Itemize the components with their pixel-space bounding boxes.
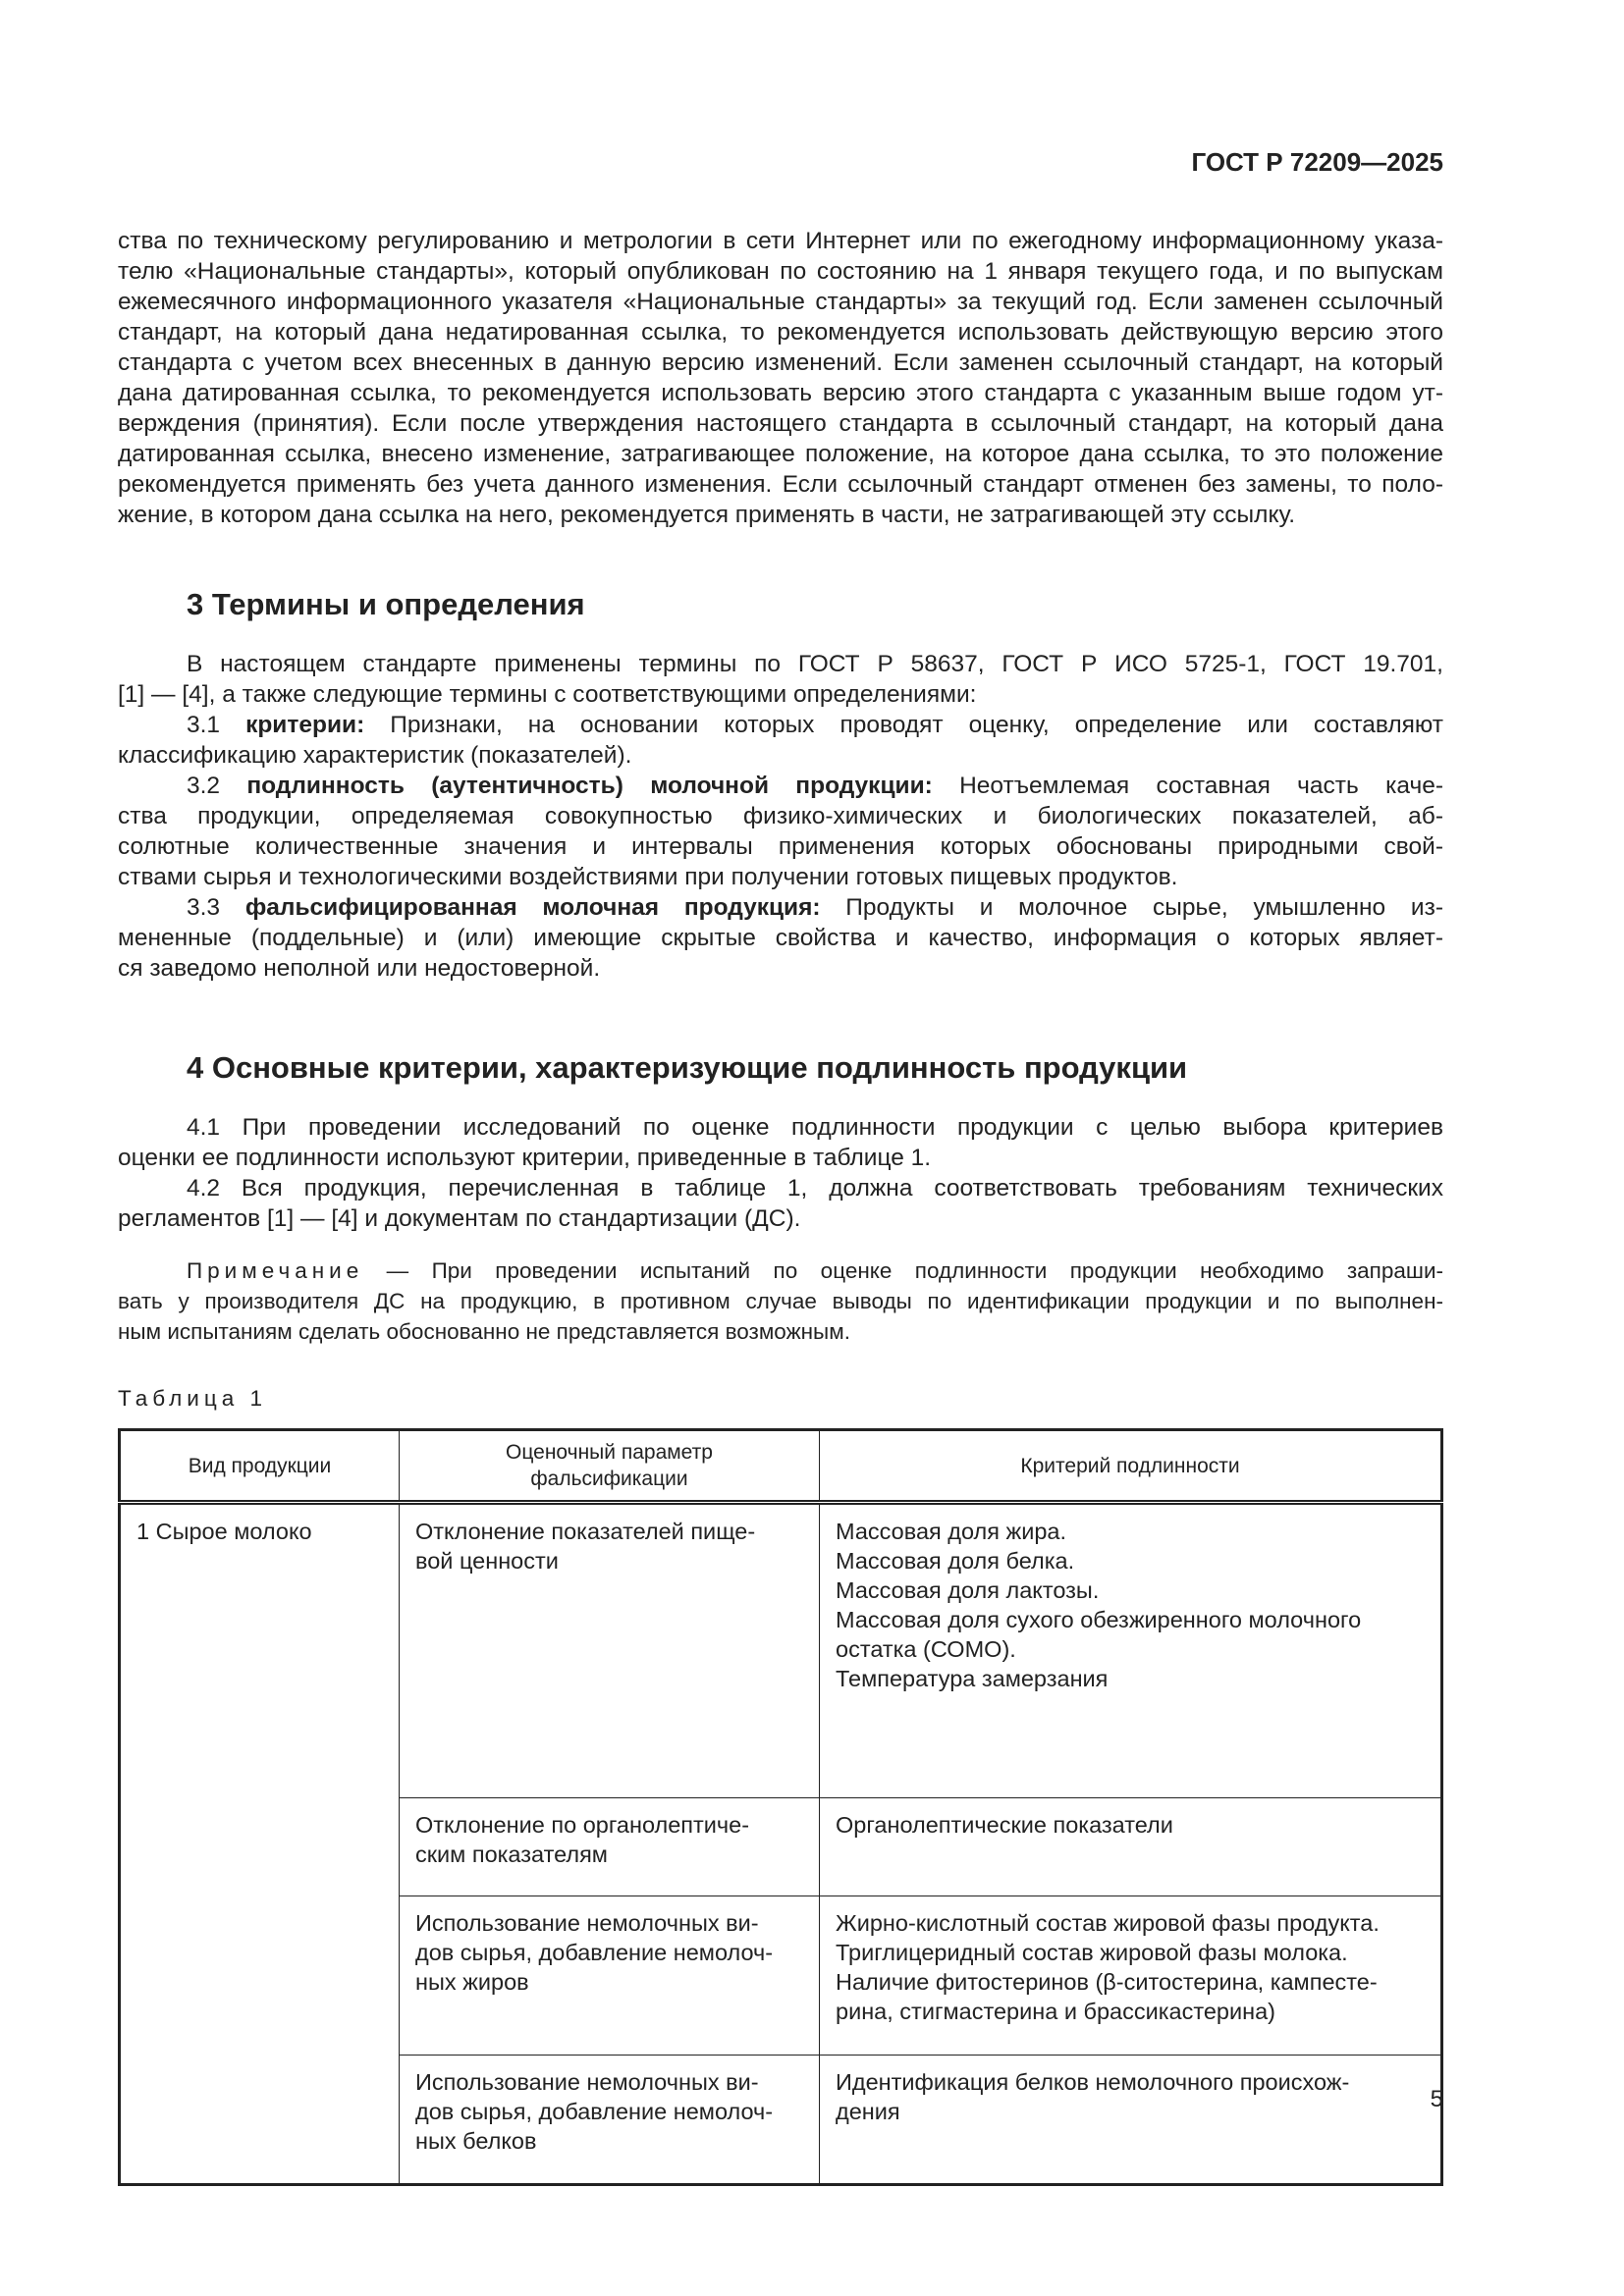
term-name: подлинность (аутентичность) молочной продукции: — [246, 773, 933, 799]
section-3-heading: 3 Термины и определения — [187, 587, 585, 621]
text-line: телю «Национальные стандарты», который опубликован по состоянию на 1 января текущего года, и по выпускам — [118, 258, 1443, 285]
param-line: ных белков — [415, 2128, 537, 2154]
term-definition-line: ствами сырья и технологическими воздействиями при получении готовых пищевых продуктов. — [118, 864, 1178, 890]
criteria-line: Массовая доля жира. — [836, 1519, 1067, 1544]
criteria-table — [118, 1428, 1443, 2186]
criteria-line: Идентификация белков немолочного происхож- — [836, 2069, 1350, 2095]
header-product: Вид продукции — [120, 1430, 400, 1503]
criteria-line: Массовая доля белка. — [836, 1548, 1075, 1574]
note-text: — При проведении испытаний по оценке подлинности продукции необходимо запраши- — [363, 1258, 1443, 1283]
term-definition-line: ства продукции, определяемая совокупностью физико-химических и биологических показателей, аб- — [118, 803, 1443, 829]
term-definition-line: ся заведомо неполной или недостоверной. — [118, 955, 601, 982]
term-definition-line: мененные (поддельные) и (или) имеющие скрытые свойства и качество, информация о которых являет- — [118, 925, 1443, 951]
term-name: критерии: — [245, 712, 365, 738]
param-line: вой ценности — [415, 1548, 559, 1574]
product-name: 1 Сырое молоко — [136, 1519, 312, 1544]
cell-param — [400, 1896, 820, 2056]
header-param: Оценочный параметр фальсификации — [400, 1430, 820, 1503]
param-line: ных жиров — [415, 1969, 529, 1995]
criteria-line: Температура замерзания — [836, 1666, 1109, 1691]
term-t3-line — [118, 892, 1443, 923]
table-row — [120, 1503, 1442, 1798]
param-line: Использование немолочных ви- — [415, 2069, 759, 2095]
cell-criteria — [820, 2056, 1442, 2185]
term-definition: Продукты и молочное сырье, умышленно из- — [820, 894, 1443, 921]
text-line: стандарта с учетом всех внесенных в данную версию изменений. Если заменен ссылочный стандарт, на который — [118, 349, 1443, 376]
note-label: Примечание — [187, 1258, 364, 1283]
text-line: датированная ссылка, внесено изменение, затрагивающее положение, на которое дана ссылка, то это положение — [118, 441, 1443, 467]
text-line: стандарт, на который дана недатированная ссылка, то рекомендуется использовать действующую версию этого — [118, 319, 1443, 346]
note-first-line — [118, 1255, 1443, 1286]
term-definition-line: солютные количественные значения и интервалы применения которых обоснованы природными свой- — [118, 833, 1443, 860]
note-line: вать у производителя ДС на продукцию, в противном случае выводы по идентификации продукции и по выполнен- — [118, 1289, 1443, 1313]
text-line: [1] — [4], а также следующие термины с соответствующими определениями: — [118, 681, 977, 708]
section-4-heading: 4 Основные критерии, характеризующие подлинность продукции — [187, 1050, 1188, 1085]
header-criteria: Критерий подлинности — [820, 1430, 1442, 1503]
text-line: рекомендуется применять без учета данного изменения. Если ссылочный стандарт отменен без замены, то поло- — [118, 471, 1443, 498]
text-line: оценки ее подлинности используют критерии, приведенные в таблице 1. — [118, 1145, 932, 1171]
text-line: В настоящем стандарте применены термины по ГОСТ Р 58637, ГОСТ Р ИСО 5725-1, ГОСТ 19.701, — [187, 651, 1443, 677]
term-definition-line: классификацию характеристик (показателей). — [118, 742, 632, 769]
param-line: Отклонение показателей пище- — [415, 1519, 756, 1544]
criteria-line: рина, стигмастерина и брассикастерина) — [836, 1999, 1275, 2024]
table-caption: Таблица 1 — [118, 1386, 267, 1411]
term-definition: Неотъемлемая составная часть каче- — [932, 773, 1443, 799]
term-name: фальсифицированная молочная продукция: — [244, 894, 821, 921]
note-paragraph — [118, 1255, 1443, 1347]
text-line: ства по техническому регулированию и метрологии в сети Интернет или по ежегодному информационному указа- — [118, 228, 1443, 254]
term-t1-line — [118, 710, 1443, 740]
cell-param — [400, 2056, 820, 2185]
criteria-line: Жирно-кислотный состав жировой фазы продукта. — [836, 1910, 1380, 1936]
text-line: верждения (принятия). Если после утверждения настоящего стандарта в ссылочный стандарт, на который дана — [118, 410, 1443, 437]
term-definition: Признаки, на основании которых проводят оценку, определение или составляют — [364, 712, 1443, 738]
param-line: Использование немолочных ви- — [415, 1910, 759, 1936]
cell-param — [400, 1503, 820, 1798]
section-4-body — [118, 1112, 1443, 1234]
text-line: жение, в котором дана ссылка на него, рекомендуется применять в части, не затрагивающей эту ссылку. — [118, 502, 1296, 528]
criteria-line: Органолептические показатели — [836, 1812, 1173, 1838]
page-number: 5 — [1430, 2086, 1443, 2112]
term-number: 3.2 — [187, 773, 247, 799]
param-line: дов сырья, добавление немолоч- — [415, 2099, 774, 2124]
term-number: 3.3 — [187, 894, 245, 921]
criteria-line: остатка (СОМО). — [836, 1636, 1016, 1662]
cell-criteria — [820, 1798, 1442, 1896]
cell-criteria — [820, 1896, 1442, 2056]
text-line: регламентов [1] — [4] и документам по стандартизации (ДС). — [118, 1205, 801, 1232]
param-line: ским показателям — [415, 1842, 608, 1867]
document-header: ГОСТ Р 72209—2025 — [1191, 147, 1443, 177]
text-line: 4.1 При проведении исследований по оценке подлинности продукции с целью выбора критериев — [187, 1114, 1443, 1141]
table-header-row — [120, 1430, 1442, 1503]
term-t2-line — [118, 771, 1443, 801]
param-line: Отклонение по органолептиче- — [415, 1812, 750, 1838]
intro-paragraph — [118, 226, 1443, 530]
text-line: ежемесячного информационного указателя «Национальные стандарты» за текущий год. Если заменен ссылочный — [118, 289, 1443, 315]
text-line: 4.2 Вся продукция, перечисленная в таблице 1, должна соответствовать требованиям технических — [187, 1175, 1443, 1201]
text-line: дана датированная ссылка, то рекомендуется использовать версию этого стандарта с указанным выше годом ут- — [118, 380, 1443, 406]
criteria-line: Массовая доля лактозы. — [836, 1577, 1100, 1603]
section-3-body — [118, 649, 1443, 984]
cell-criteria — [820, 1503, 1442, 1798]
cell-product — [120, 1503, 400, 2185]
cell-param — [400, 1798, 820, 1896]
criteria-line: Наличие фитостеринов (β-ситостерина, кампесте- — [836, 1969, 1378, 1995]
term-number: 3.1 — [187, 712, 246, 738]
criteria-line: дения — [836, 2099, 900, 2124]
criteria-line: Триглицеридный состав жировой фазы молока. — [836, 1940, 1348, 1965]
param-line: дов сырья, добавление немолоч- — [415, 1940, 774, 1965]
note-line: ным испытаниям сделать обоснованно не представляется возможным. — [118, 1319, 850, 1344]
criteria-line: Массовая доля сухого обезжиренного молочного — [836, 1607, 1362, 1632]
